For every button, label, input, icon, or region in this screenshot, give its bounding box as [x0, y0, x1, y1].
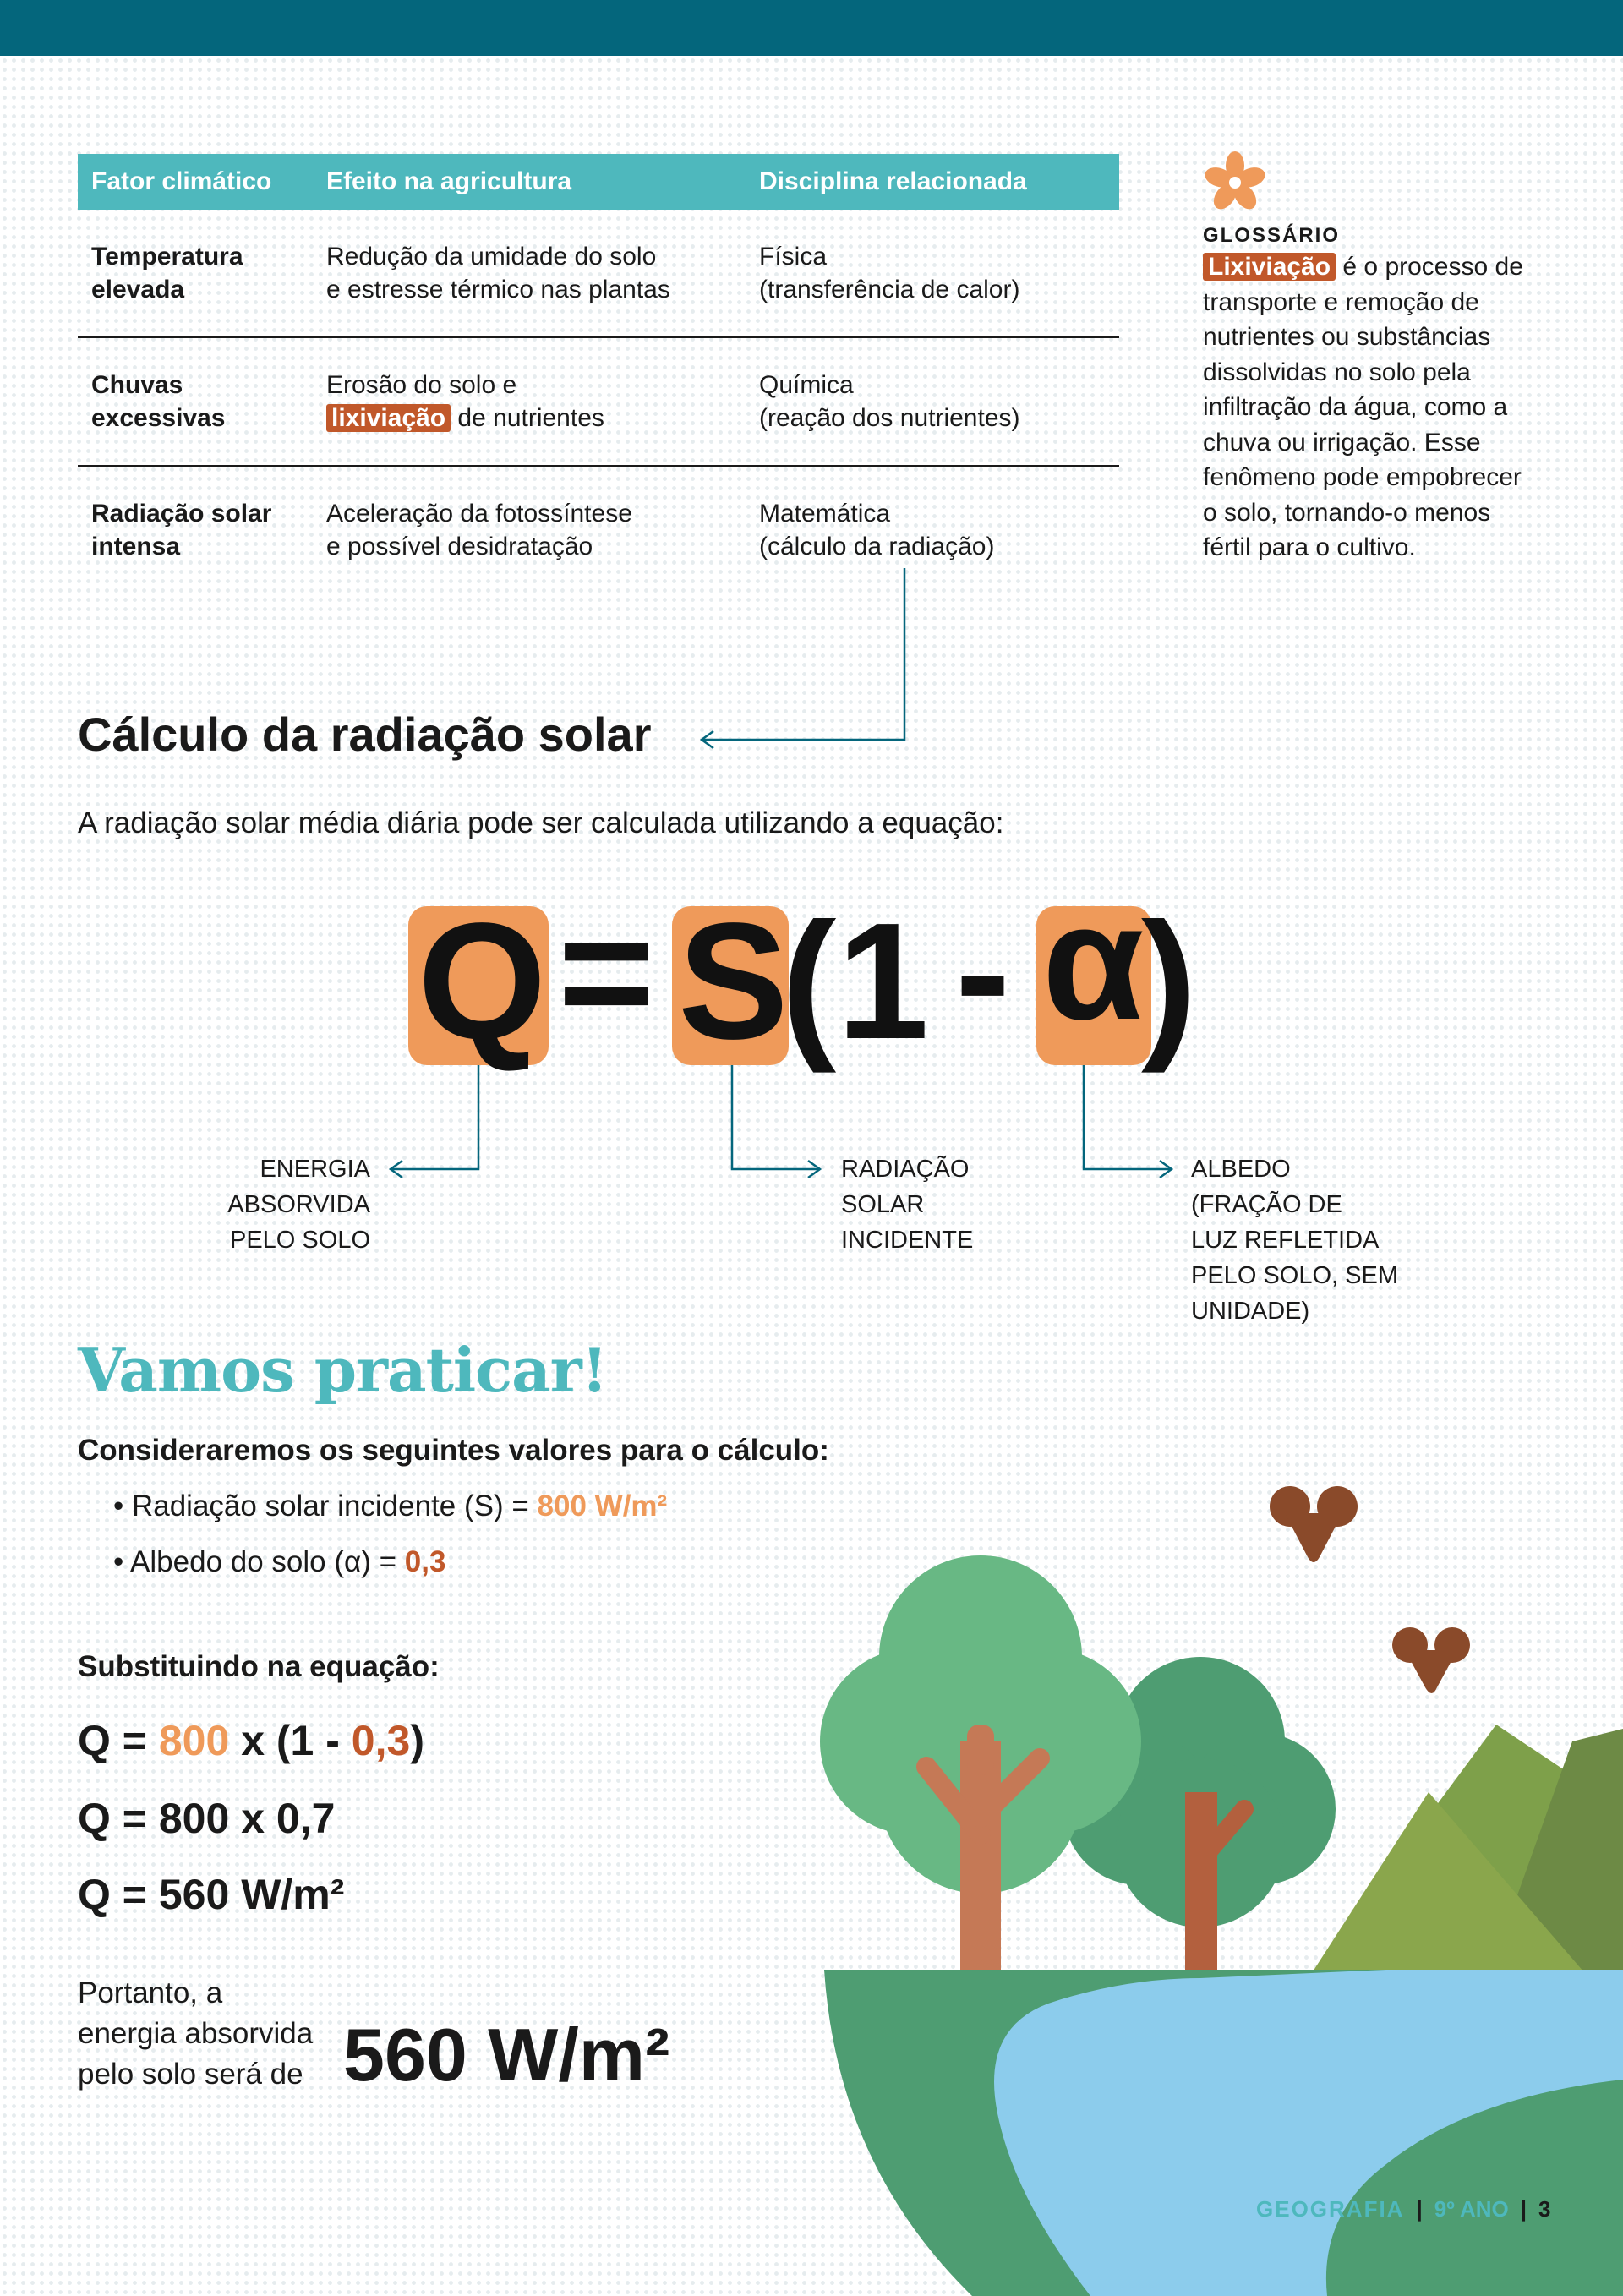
- table-row: [78, 210, 1119, 338]
- header-efeito: Efeito na agricultura: [326, 167, 572, 195]
- glossary-title: GLOSSÁRIO: [1203, 224, 1341, 247]
- bullet-radiation: • Radiação solar incidente (S) = 800 W/m²: [113, 1490, 668, 1522]
- footer-subject: GEOGRAFIA: [1256, 2196, 1405, 2222]
- table-row: [78, 467, 1119, 593]
- calc-line-1: Q = 800 x (1 - 0,3): [78, 1717, 424, 1764]
- section-title: Cálculo da radiação solar: [78, 708, 652, 761]
- result-value: 560 W/m²: [343, 2013, 670, 2096]
- term-highlight: lixiviação: [326, 404, 451, 432]
- cell-disciplina: Matemática (cálculo da radiação): [759, 500, 995, 560]
- connector-arrow: [693, 566, 913, 752]
- flower-icon: [1203, 150, 1267, 215]
- intro-text: A radiação solar média diária pode ser calculada utilizando a equação:: [78, 806, 1004, 839]
- cell-disciplina: Física (transferência de calor): [759, 243, 1020, 303]
- calc-line-2: Q = 800 x 0,7: [78, 1795, 336, 1842]
- page-footer: GEOGRAFIA | 9º ANO | 3: [1256, 2196, 1551, 2222]
- landscape-illustration: [812, 1471, 1623, 2296]
- consider-text: Consideraremos os seguintes valores para o cálculo:: [78, 1434, 829, 1467]
- practice-title: Vamos praticar!: [78, 1334, 608, 1406]
- eq-close-paren: ): [1141, 888, 1197, 1074]
- footer-page: 3: [1538, 2196, 1551, 2222]
- table-row: [78, 338, 1119, 467]
- substituting-text: Substituindo na equação:: [78, 1650, 440, 1683]
- bird-icon: [1270, 1486, 1358, 1562]
- cell-fator: Temperatura elevada: [91, 243, 243, 303]
- glossary-term: Lixiviação: [1203, 253, 1336, 281]
- bird-icon: [1392, 1627, 1470, 1693]
- cell-efeito: Erosão do solo e lixiviação de nutrientes: [326, 371, 604, 432]
- eq-equals: =: [558, 879, 655, 1064]
- eq-open-paren: (: [781, 888, 837, 1074]
- bullet-albedo: • Albedo do solo (α) = 0,3: [113, 1545, 446, 1578]
- cell-fator: Radiação solar intensa: [91, 500, 272, 560]
- tree-icon: [820, 1555, 1141, 1987]
- table-header: [78, 154, 1119, 210]
- cell-disciplina: Química (reação dos nutrientes): [759, 371, 1020, 432]
- climate-factors-table: [78, 154, 1119, 593]
- label-s: RADIAÇÃO SOLAR INCIDENTE: [841, 1156, 974, 1254]
- eq-s: S: [678, 888, 789, 1074]
- cell-fator: Chuvas excessivas: [91, 371, 226, 432]
- label-q: ENERGIA ABSORVIDA PELO SOLO: [227, 1156, 370, 1254]
- eq-q: Q: [418, 888, 547, 1074]
- calc-line-3: Q = 560 W/m²: [78, 1871, 345, 1918]
- eq-one: 1: [837, 888, 930, 1074]
- glossary-text: [1203, 249, 1541, 566]
- glossary-box: [1203, 150, 1541, 566]
- cell-efeito: Redução da umidade do solo e estresse térmico nas plantas: [326, 243, 670, 303]
- cell-efeito: Aceleração da fotossíntese e possível desidratação: [326, 500, 632, 560]
- header-fator: Fator climático: [91, 167, 272, 195]
- eq-alpha: α: [1042, 869, 1145, 1054]
- top-bar: [0, 0, 1623, 56]
- label-alpha: ALBEDO (FRAÇÃO DE LUZ REFLETIDA PELO SOLO, SEM UNIDADE): [1191, 1156, 1398, 1325]
- footer-grade: 9º ANO: [1434, 2196, 1509, 2222]
- eq-minus: -: [955, 879, 1011, 1064]
- header-disciplina: Disciplina relacionada: [759, 167, 1027, 195]
- conclusion-text: Portanto, a energia absorvida pelo solo será de: [78, 1976, 314, 2091]
- glossary-definition: é o processo de transporte e remoção de nutrientes ou substâncias dissolvidas no solo pela infiltração da água, como a chuva ou irrigação. Esse fenômeno pode empobrecer o solo, tornando-o menos fértil para o cultivo.: [1203, 253, 1523, 561]
